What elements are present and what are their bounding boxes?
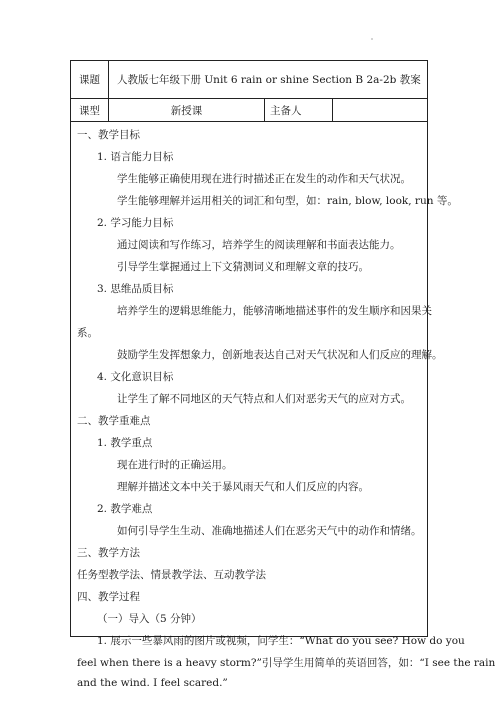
paragraph-line: 系。 (77, 327, 98, 339)
type-row (71, 99, 427, 122)
section-heading: 一、教学目标 (77, 129, 140, 141)
paragraph-line: 1. 展示一些暴风雨的图片或视频，问学生：“What do you see? How do you (97, 635, 465, 647)
lesson-content (71, 122, 496, 689)
subject-row (71, 61, 427, 99)
paragraph-line: and the wind. I feel scared.” (77, 677, 228, 689)
section-heading: 四、教学过程 (77, 591, 140, 603)
paragraph-line: 理解并描述文本中关于暴风雨天气和人们反应的内容。 (117, 481, 369, 493)
subheading: 4. 文化意识目标 (97, 371, 174, 383)
paragraph-line: 鼓励学生发挥想象力，创新地表达自己对天气状况和人们反应的理解。 (117, 349, 443, 361)
paragraph-line: 通过阅读和写作练习，培养学生的阅读理解和书面表达能力。 (117, 239, 401, 251)
paragraph-line: 让学生了解不同地区的天气特点和人们对恶劣天气的应对方式。 (117, 393, 411, 405)
subheading: 1. 教学重点 (97, 437, 153, 449)
paragraph-line: 现在进行时的正确运用。 (117, 459, 233, 471)
type-label: 课型 (71, 99, 109, 121)
paragraph-line: 学生能够理解并运用相关的词汇和句型，如：rain, blow, look, run 等。 (117, 195, 458, 207)
subheading: 2. 教学难点 (97, 503, 153, 515)
section-heading: 二、教学重难点 (77, 415, 151, 427)
paragraph-line: 任务型教学法、情景教学法、互动教学法 (77, 569, 266, 581)
paragraph-line: feel when there is a heavy storm?”引导学生用简单的英语回答，如：“I see the rain (77, 657, 496, 669)
subject-value: 人教版七年级下册 Unit 6 rain or shine Section B 2a-2b 教案 (117, 74, 421, 86)
author-value (333, 99, 427, 121)
subheading: 1. 语言能力目标 (97, 151, 174, 163)
subheading: 3. 思维品质目标 (97, 283, 174, 295)
subheading: 2. 学习能力目标 (97, 217, 174, 229)
subheading: （一）导入（5 分钟） (97, 613, 202, 625)
lesson-plan-table (70, 60, 496, 689)
paragraph-line: 引导学生掌握通过上下文猜测词义和理解文章的技巧。 (117, 261, 369, 273)
subject-label: 课题 (71, 61, 109, 98)
paragraph-line: 如何引导学生生动、准确地描述人们在恶劣天气中的动作和情绪。 (117, 525, 422, 537)
type-value: 新授课 (109, 99, 265, 121)
author-label: 主备人 (265, 99, 333, 121)
paragraph-line: 培养学生的逻辑思维能力，能够清晰地描述事件的发生顺序和因果关 (117, 305, 432, 317)
paragraph-line: 学生能够正确使用现在进行时描述正在发生的动作和天气状况。 (117, 173, 411, 185)
section-heading: 三、教学方法 (77, 547, 140, 559)
scan-speck (371, 38, 373, 40)
